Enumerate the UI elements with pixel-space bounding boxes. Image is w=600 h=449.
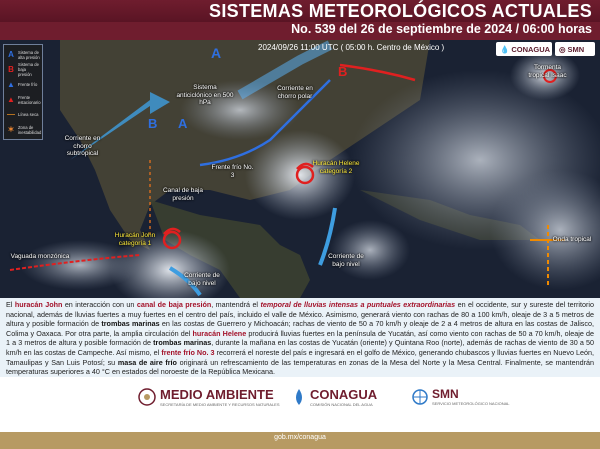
low-pressure-icon: B	[338, 64, 348, 79]
drop-icon: 💧	[500, 44, 510, 54]
social-bar	[0, 432, 600, 449]
globe-icon: ◎	[559, 44, 566, 54]
satellite-image	[0, 40, 600, 298]
high-pressure-icon: A	[178, 116, 188, 131]
map-legend	[3, 44, 43, 140]
stationary-front-icon: ▲	[7, 94, 15, 104]
cold-front-icon: ▲	[7, 79, 15, 89]
low-pressure-icon: B	[8, 64, 14, 74]
monsoon-trough-label: Vaguada monzónica	[10, 253, 70, 260]
jet-stream-label: Corriente en chorro subtropical	[64, 135, 101, 157]
legend-item: B Sistema de baja presión	[6, 62, 40, 77]
polar-jet-label: Corriente en chorro polar	[277, 85, 313, 100]
legend-item: ✶ Zona de inestabilidad	[7, 124, 42, 135]
bulletin-number: No. 539 del 26 de septiembre de 2024 / 06:00 horas	[291, 22, 592, 36]
smn-footer-logo: SMN SERVICIO METEOROLÓGICO NACIONAL	[412, 387, 510, 406]
legend-item: ▲ Frente frío	[7, 79, 38, 89]
timestamp: 2024/09/26 11:00 UTC ( 05:00 h. Centro de México )	[258, 43, 445, 52]
smn-logo: ◎ SMN	[555, 42, 595, 56]
cold-front-label: Frente frío No. 3	[211, 164, 254, 179]
satellite-map	[0, 40, 600, 298]
dry-line-icon: —	[7, 109, 15, 119]
low-level-current-label: Corriente de bajo nivel	[184, 272, 220, 287]
legend-item: A Sistema de alta presión	[6, 47, 40, 62]
drop-icon	[292, 388, 306, 406]
forecast-text	[0, 298, 600, 377]
high-pressure-icon: A	[211, 45, 222, 61]
header-bar	[0, 0, 600, 22]
medio-ambiente-logo: MEDIO AMBIENTE SECRETARÍA DE MEDIO AMBIENTE Y RECURSOS NATURALES	[138, 387, 280, 407]
helene-label: Huracán Helene categoría 2	[312, 160, 360, 175]
conagua-logo: 💧 CONAGUA	[496, 42, 552, 56]
legend-item: ▲ Frente estacionario	[7, 94, 41, 105]
legend-item: — Línea seca	[7, 109, 39, 119]
forecast-paragraph: El huracán John en interacción con un canal de baja presión, mantendrá el temporal de lluvias intensas a puntuales extraordinarias en el occidente, sur y sureste del territorio nacional, además de lluvias fuertes a muy fuertes en el centro del país, incluido el valle de México. Asimismo, generará viento con rachas de 80 a 100 km/h, oleaje de 3 a 5 metros de altura y posible formación de trombas marinas en las costas de Guerrero y Michoacán; rachas de viento de 50 a 70 km/h y oleaje de 2 a 4 metros de altura en las costas de Jalisco, Colima y Oaxaca. Por otra parte, la amplia circulación del huracán Helene producirá lluvias fuertes en la península de Yucatán, así como viento con rachas de 50 a 70 km/h, oleaje de 1 a 3 metros de altura y posible formación de trombas marinas, durante la mañana en las costas de Yucatán (oriente) y Quintana Roo (norte), además de rachas de viento de 30 a 50 km/h en las costas de Campeche. Así mismo, el frente frío No. 3 recorrerá el noreste del país e ingresará en el golfo de México, generando chubascos y lluvias fuertes en Nuevo León, Tamaulipas y San Luis Potosí; su masa de aire frío originará un refrescamiento de las temperaturas en zonas de la Mesa del Norte y la Mesa Central. Finalmente, se mantendrán temperaturas superiores a 40 °C en estados del noroeste de la República Mexicana.	[6, 300, 595, 377]
anticyclone-label: Sistema anticiclónico en 500 hPa	[176, 84, 234, 106]
conagua-footer-logo: CONAGUA COMISIÓN NACIONAL DEL AGUA	[292, 387, 377, 407]
high-pressure-icon: A	[8, 49, 14, 59]
emblem-icon	[138, 388, 156, 406]
footer	[0, 377, 600, 433]
low-level-current-label: Corriente de bajo nivel	[328, 253, 364, 268]
globe-icon	[412, 389, 428, 405]
social-link[interactable]: gob.mx/conagua	[274, 434, 326, 441]
isaac-label: Tormenta tropical Isaac	[528, 64, 567, 79]
instability-icon: ✶	[7, 124, 15, 134]
john-label: Huracán John categoría 1	[114, 232, 156, 247]
bulletin-bar	[0, 22, 600, 40]
high-pressure-icon: B	[148, 116, 158, 131]
low-channel-label: Canal de baja presión	[162, 187, 204, 202]
tropical-wave-label: Onda tropical	[552, 236, 592, 243]
page-title: SISTEMAS METEOROLÓGICOS ACTUALES	[209, 1, 592, 21]
